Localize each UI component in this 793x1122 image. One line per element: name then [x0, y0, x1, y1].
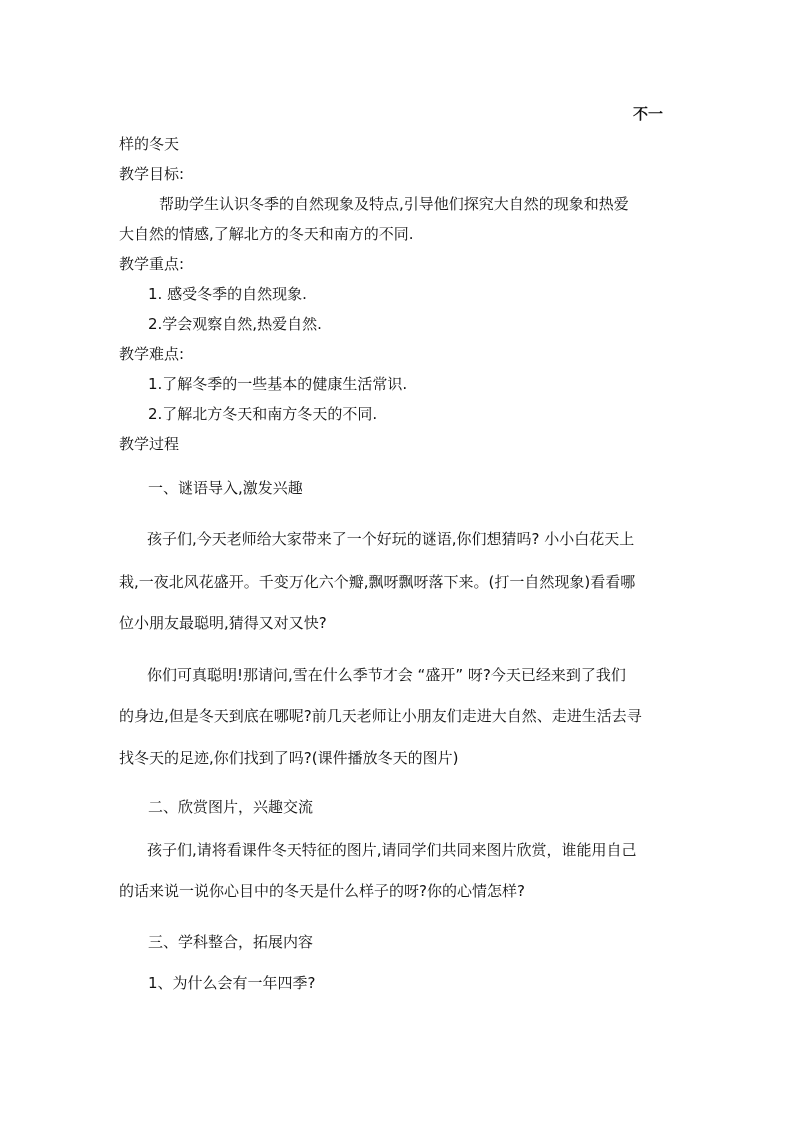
difficulty-1: 1.了解冬季的一些基本的健康生活常识. — [148, 375, 408, 393]
key-points-heading: 教学重点: — [119, 255, 185, 273]
title-part-1: 不一 — [633, 105, 664, 123]
difficulties-heading: 教学难点: — [119, 345, 185, 363]
process-heading: 教学过程 — [119, 435, 180, 453]
section-1-para-1-line-3: 位小朋友最聪明,猜得又对又快? — [119, 614, 327, 632]
difficulty-2: 2.了解北方冬天和南方冬天的不同. — [148, 405, 378, 423]
section-2-para-line-1: 孩子们,请将看课件冬天特征的图片,请同学们共同来图片欣赏，谁能用自己 — [147, 841, 637, 859]
section-1-para-1-line-1: 孩子们,今天老师给大家带来了一个好玩的谜语,你们想猜吗? 小小白花天上 — [147, 530, 635, 548]
objectives-heading: 教学目标: — [119, 165, 185, 183]
section-1-para-2-line-2: 的身边,但是冬天到底在哪呢?前几天老师让小朋友们走进大自然、走进生活去寻 — [119, 707, 642, 725]
title-part-2: 样的冬天 — [119, 135, 180, 153]
section-3-item-1: 1、为什么会有一年四季? — [148, 974, 316, 992]
key-point-2: 2.学会观察自然,热爱自然. — [148, 315, 322, 333]
key-point-1: 1. 感受冬季的自然现象. — [148, 285, 307, 303]
section-1-para-2-line-1: 你们可真聪明!那请问,雪在什么季节才会 “盛开” 呀?今天已经来到了我们 — [147, 666, 626, 684]
section-1-para-2-line-3: 找冬天的足迹,你们找到了吗?(课件播放冬天的图片) — [119, 749, 459, 767]
section-2-para-line-2: 的话来说一说你心目中的冬天是什么样子的呀?你的心情怎样? — [119, 882, 525, 900]
section-1-para-1-line-2: 栽,一夜北风花盛开。千变万化六个瓣,飘呀飘呀落下来。(打一自然现象)看看哪 — [119, 573, 636, 591]
section-1-heading: 一、谜语导入,激发兴趣 — [148, 479, 303, 497]
section-2-heading: 二、欣赏图片，兴趣交流 — [148, 798, 314, 816]
objectives-line-1: 帮助学生认识冬季的自然现象及特点,引导他们探究大自然的现象和热爱 — [159, 195, 629, 213]
objectives-line-2: 大自然的情感,了解北方的冬天和南方的不同. — [119, 225, 414, 243]
section-3-heading: 三、学科整合，拓展内容 — [148, 933, 314, 951]
